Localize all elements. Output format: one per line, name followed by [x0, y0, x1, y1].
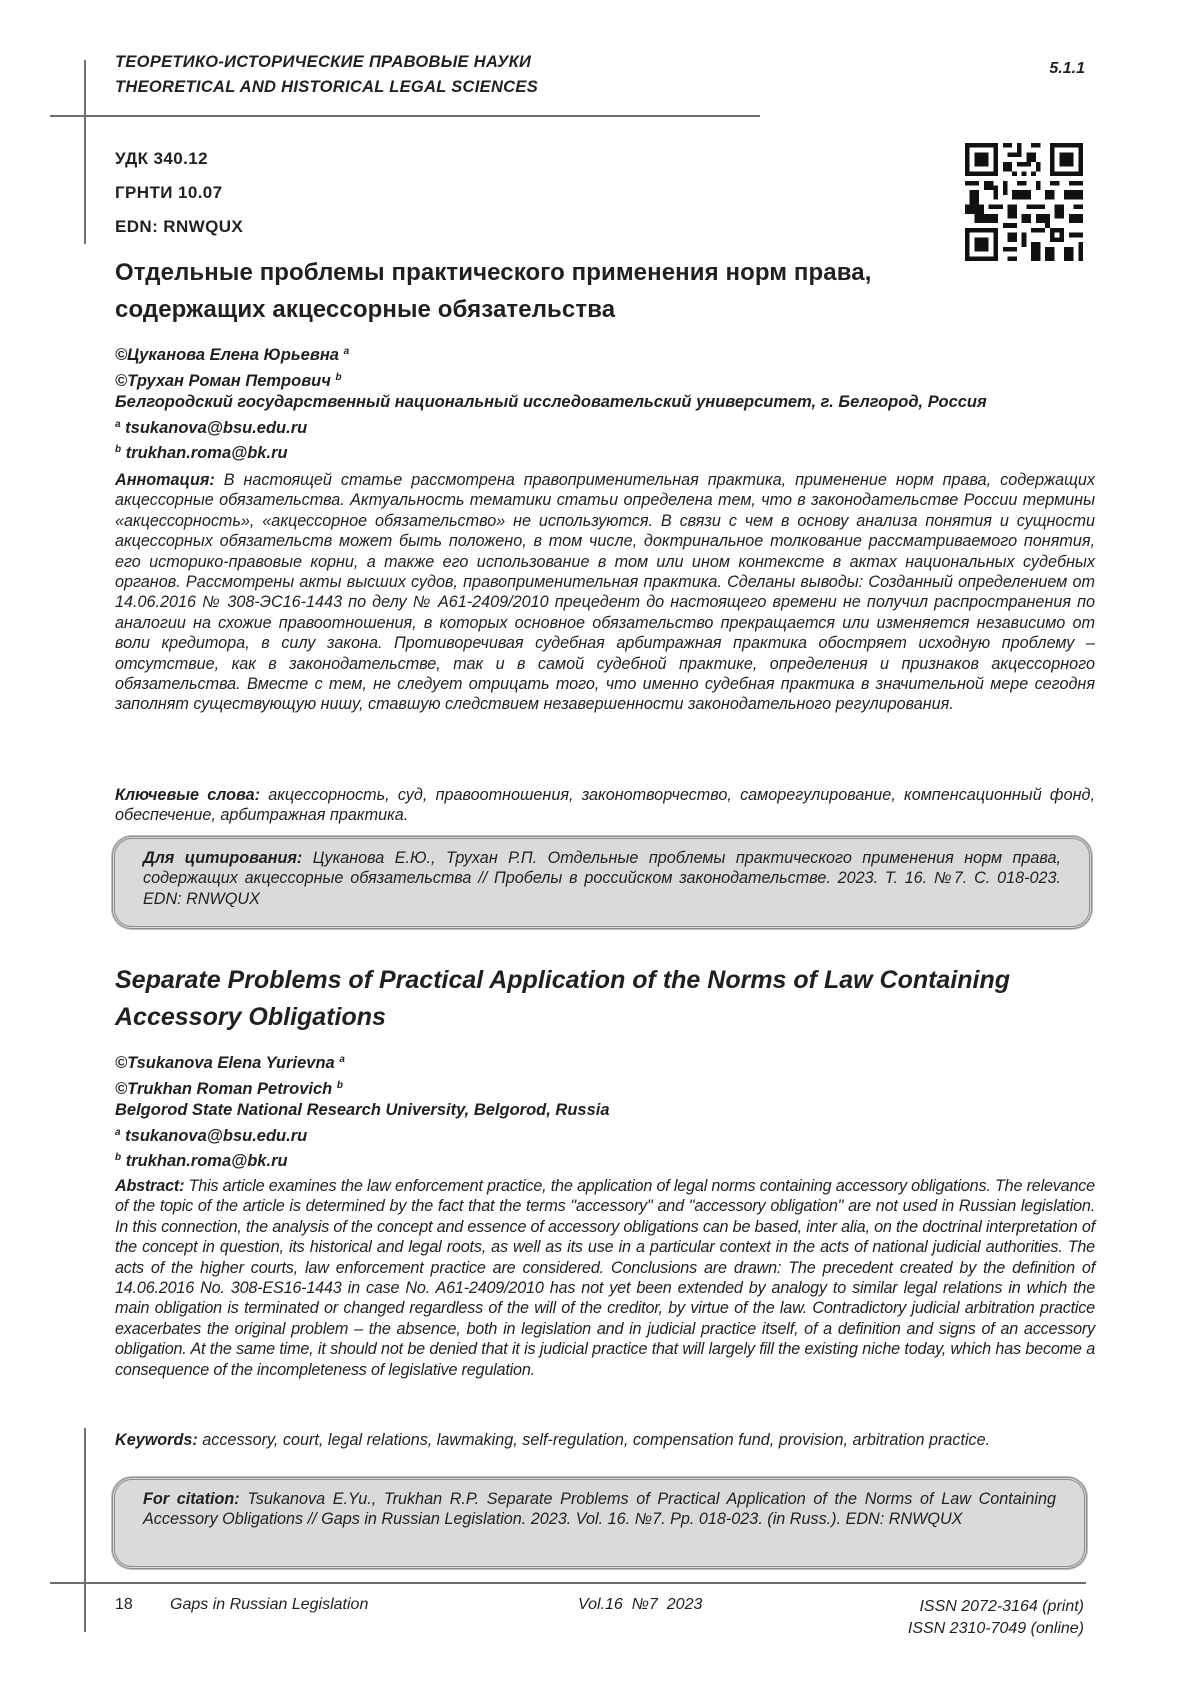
- citation-box-en: [112, 1477, 1087, 1569]
- footer-rule: [50, 1582, 1086, 1584]
- keywords-label-en: Keywords:: [115, 1431, 198, 1449]
- keywords-label-ru: Ключевые слова:: [115, 786, 260, 804]
- email-2-ru[interactable]: $^b$ trukhan.roma@bk.ru: [115, 444, 288, 462]
- citation-box-ru: [112, 836, 1092, 929]
- citation-text-ru: Цуканова Е.Ю., Трухан Р.П. Отдельные проблемы практического применения норм права, содержащих акцессорные обязательства // Пробелы в российском законодательстве. 2023. Т. 16. №7. С. 018-023. EDN: RNWQUX: [143, 849, 1061, 908]
- email-1-en[interactable]: $^a$ tsukanova@bsu.edu.ru: [115, 1126, 308, 1145]
- abstract-label-en: Abstract:: [115, 1177, 185, 1195]
- classification-block: [115, 142, 243, 244]
- running-header: [115, 50, 538, 100]
- keywords-ru: [115, 785, 1095, 826]
- grnti-code: ГРНТИ 10.07: [115, 183, 223, 202]
- issue-info: Vol.16 №7 2023: [578, 1596, 703, 1613]
- affiliation-ru: Белгородский государственный национальный исследовательский университет, г. Белгород, Россия: [115, 393, 987, 411]
- keywords-text-ru: акцессорность, суд, правоотношения, законотворчество, саморегулирование, компенсационный фонд, обеспечение, арбитражная практика.: [115, 786, 1095, 825]
- section-title-en: THEORETICAL AND HISTORICAL LEGAL SCIENCES: [115, 78, 539, 96]
- journal-name: Gaps in Russian Legislation: [170, 1596, 369, 1613]
- citation-label-en: For citation:: [143, 1490, 240, 1508]
- abstract-text-ru: В настоящей статье рассмотрена правоприменительная практика, применение норм права, содержащих акцессорные обязательства. Актуальность тематики статьи определена тем, что в законодательстве России термины «акцессорность», «акцессорное обязательство» не используются. В связи с чем в основу анализа понятия и сущности акцессорных обязательств может быть положено, в том числе, доктринальное толкование рассматриваемого понятия, его историко-правовые корни, а также его использование в том или ином контексте в актах национальных судебных органов. Рассмотрены акты высших судов, правоприменительная практика. Сделаны выводы: Созданный определением от 14.06.2016 № 308-ЭС16-1443 по делу № А61-2409/2010 прецедент до настоящего времени не получил распространения по аналогии на схожие правоотношения, в которых основное обязательство прекращается или изменяется независимо от воли кредитора, в силу закона. Противоречивая судебная арбитражная практика обостряет исходную проблему – отсутствие, как в законодательстве, так и в самой судебной практике, определения и признаков акцессорного обязательства. Вместе с тем, не следует отрицать того, что именно судебная практика в значительной мере сегодня заполнят существующую нишу, ставшую следствием незавершенности законодательного регулирования.: [115, 471, 1095, 714]
- abstract-ru: [115, 470, 1095, 715]
- email-2-en[interactable]: $^b$ trukhan.roma@bk.ru: [115, 1152, 288, 1170]
- email-1-ru[interactable]: $^a$ tsukanova@bsu.edu.ru: [115, 418, 308, 437]
- author-2-en: ©Trukhan Roman Petrovich $^b$: [115, 1079, 343, 1098]
- article-title-ru: Отдельные проблемы практического применения норм права, содержащих акцессорные обязательства: [115, 259, 872, 323]
- abstract-label-ru: Аннотация:: [115, 471, 215, 489]
- issn-print: ISSN 2072-3164 (print): [919, 1598, 1084, 1615]
- citation-text-en: Tsukanova E.Yu., Trukhan R.P. Separate Problems of Practical Application of the Norms of Law Containing Accessory Obligations // Gaps in Russian Legislation. 2023. Vol. 16. №7. Pp. 018-023. (in Russ.). EDN: RNWQUX: [143, 1490, 1056, 1529]
- specialty-code: 5.1.1: [1049, 60, 1085, 77]
- abstract-en: [115, 1176, 1095, 1380]
- authors-block-en: [115, 1049, 610, 1173]
- bottom-vertical-rule: [84, 1428, 86, 1632]
- top-vertical-rule: [84, 60, 86, 244]
- issn-block: [908, 1596, 1084, 1640]
- keywords-text-en: accessory, court, legal relations, lawmaking, self-regulation, compensation fund, provision, arbitration practice.: [202, 1431, 991, 1449]
- edn-code: EDN: RNWQUX: [115, 217, 244, 236]
- qr-code-icon[interactable]: [965, 143, 1083, 261]
- author-1-ru: ©Цуканова Елена Юрьевна $^a$: [115, 346, 350, 364]
- author-2-ru: ©Трухан Роман Петрович $^b$: [115, 371, 342, 390]
- author-1-en: ©Tsukanova Elena Yurievna $^a$: [115, 1054, 345, 1072]
- header-rule: [50, 115, 760, 117]
- udk-code: УДК 340.12: [115, 149, 208, 168]
- page-number: 18: [115, 1596, 133, 1613]
- issn-online: ISSN 2310-7049 (online): [907, 1620, 1084, 1637]
- affiliation-en: Belgorod State National Research University, Belgorod, Russia: [115, 1101, 610, 1119]
- article-title-en: Separate Problems of Practical Application of the Norms of Law Containing Accessory Obligations: [115, 966, 1011, 1031]
- section-title-ru: ТЕОРЕТИКО-ИСТОРИЧЕСКИЕ ПРАВОВЫЕ НАУКИ: [115, 53, 532, 71]
- abstract-text-en: This article examines the law enforcement practice, the application of legal norms containing accessory obligations. The relevance of the topic of the article is determined by the fact that the terms "accessory" and "accessory obligation" are not used in Russian legislation. In this connection, the analysis of the concept and essence of accessory obligations can be based, inter alia, on the doctrinal interpretation of the concept in question, its historical and legal roots, as well as its use in a particular context in the acts of national judicial authorities. The acts of the higher courts, law enforcement practice are considered. Conclusions are drawn: The precedent created by the definition of 14.06.2016 No. 308-ES16-1443 in case No. A61-2409/2010 has not yet been extended by analogy to similar legal relations in which the main obligation is terminated or changed regardless of the will of the creditor, by virtue of the law. Contradictory judicial arbitration practice exacerbates the original problem – the absence, both in legislation and in judicial practice itself, of a definition and signs of an accessory obligation. At the same time, it should not be denied that it is judicial practice that will largely fill the existing niche today, which has become a consequence of the incompleteness of legislative regulation.: [115, 1177, 1095, 1379]
- authors-block-ru: [115, 341, 987, 465]
- keywords-en: [115, 1430, 1095, 1450]
- citation-label-ru: Для цитирования:: [143, 849, 303, 867]
